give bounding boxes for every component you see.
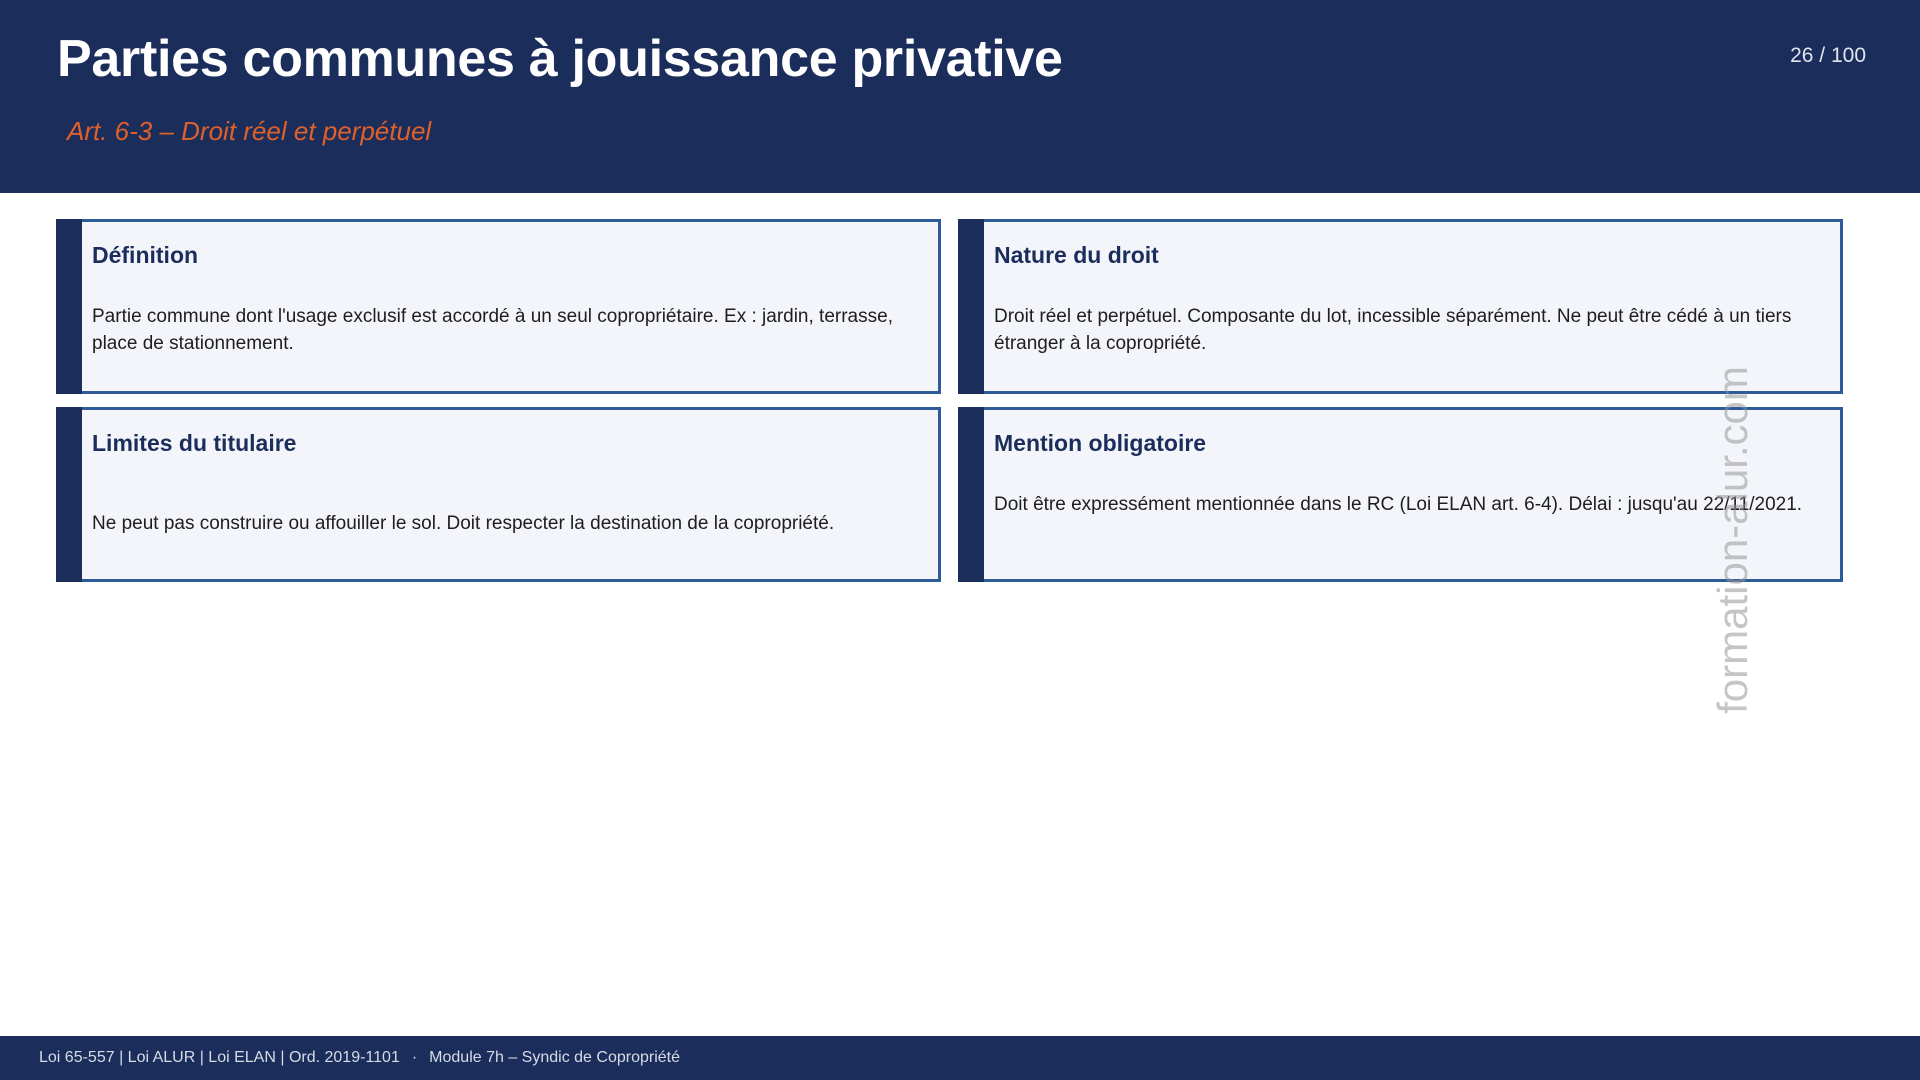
- footer-module: Module 7h – Syndic de Copropriété: [429, 1049, 680, 1066]
- slide-subtitle: Art. 6-3 – Droit réel et perpétuel: [67, 116, 432, 146]
- card-body: Doit être expressément mentionnée dans le RC (Loi ELAN art. 6-4). Délai : jusqu'au 22/11/2021.: [994, 494, 1803, 515]
- footer-separator: ·: [411, 1049, 418, 1066]
- card-title: Limites du titulaire: [92, 430, 297, 456]
- page-counter: 26 / 100: [1790, 44, 1866, 67]
- card-accent-bar: [958, 407, 984, 582]
- slide-footer: [0, 1036, 1920, 1080]
- card-accent-bar: [56, 219, 82, 394]
- footer-laws: Loi 65-557 | Loi ALUR | Loi ELAN | Ord. 2019-1101: [39, 1049, 400, 1066]
- card-body: Partie commune dont l'usage exclusif est accordé à un seul copropriétaire. Ex : jardin, terrasse, place de stationnement.: [92, 306, 893, 354]
- card-title: Définition: [92, 242, 199, 268]
- slide-header: [0, 0, 1920, 193]
- card-definition: [56, 219, 941, 394]
- card-body: Droit réel et perpétuel. Composante du lot, incessible séparément. Ne peut être cédé à un tiers étranger à la copropriété.: [994, 306, 1792, 354]
- card-accent-bar: [958, 219, 984, 394]
- card-title: Nature du droit: [994, 242, 1159, 268]
- card-accent-bar: [56, 407, 82, 582]
- slide-title: Parties communes à jouissance privative: [57, 30, 1063, 88]
- card-title: Mention obligatoire: [994, 430, 1207, 456]
- card-limites-du-titulaire: [56, 407, 941, 582]
- card-body: Ne peut pas construire ou affouiller le sol. Doit respecter la destination de la copropriété.: [92, 513, 835, 534]
- watermark: formation-alur.com: [1709, 366, 1756, 714]
- footer-text: [39, 1046, 680, 1070]
